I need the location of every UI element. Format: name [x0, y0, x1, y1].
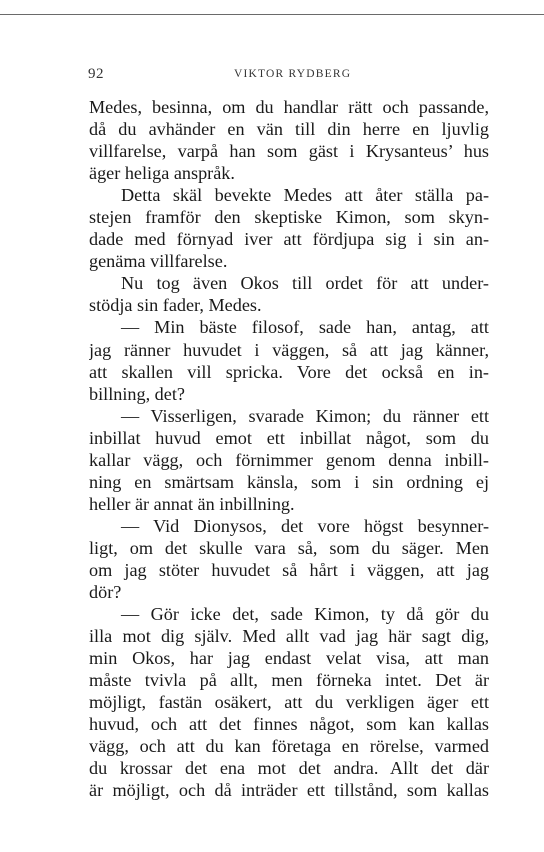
text-line: genäma villfarelse. [89, 251, 228, 272]
text-line: illa mot dig själv. Med allt vad jag här sagt dig, [89, 626, 489, 647]
text-line: om jag stöter huvudet så hårt i väggen, att jag [89, 559, 489, 580]
top-rule [0, 14, 544, 15]
text-line: inbillat huvud emot ett inbillat något, som du [89, 427, 489, 448]
text-line: kallar vägg, och förnimmer genom denna inbill- [89, 449, 489, 470]
text-line: heller är annat än inbillning. [89, 493, 295, 514]
text-line: jag ränner huvudet i väggen, så att jag känner, [89, 339, 489, 360]
text-line: du krossar det ena mot det andra. Allt det där [89, 758, 489, 779]
text-line: dör? [89, 582, 122, 603]
text-line: ligt, om det skulle vara så, som du säger. Men [89, 537, 489, 558]
text-line: billning, det? [89, 383, 185, 404]
text-line: dade med förnyad iver att fördjupa sig i sin an- [89, 229, 489, 250]
text-line: då du avhänder en vän till din herre en ljuvlig [89, 119, 489, 140]
text-line: möjligt, fastän osäkert, att du verkligen äger ett [89, 692, 489, 713]
text-line: stödja sin fader, Medes. [89, 295, 262, 316]
text-line: Medes, besinna, om du handlar rätt och passande, [89, 97, 489, 117]
body-text [89, 96, 489, 802]
text-line: äger heliga anspråk. [89, 163, 235, 184]
text-line: Nu tog även Okos till ordet för att under- [121, 273, 489, 294]
text-line: att skallen vill spricka. Vore det också en in- [89, 361, 489, 382]
text-line: huvud, och att det finnes något, som kan kallas [89, 714, 489, 735]
running-head: VIKTOR RYDBERG [234, 68, 352, 80]
text-line: Detta skäl bevekte Medes att åter ställa pa- [121, 185, 489, 206]
page-number: 92 [88, 66, 104, 82]
text-line: måste tvivla på allt, men förneka intet. Det är [89, 670, 489, 691]
page-header [88, 66, 488, 86]
text-line: ning en smärtsam känsla, som i sin ordning ej [89, 471, 489, 492]
text-line: min Okos, har jag endast velat visa, att man [89, 648, 489, 669]
text-line: är möjligt, och då inträder ett tillstånd, som kallas [89, 780, 489, 801]
text-line: — Gör icke det, sade Kimon, ty då gör du [121, 604, 489, 625]
text-line: vägg, och att du kan företaga en rörelse, varmed [89, 736, 489, 757]
text-line: — Vid Dionysos, det vore högst besynner- [121, 515, 489, 536]
text-line: stejen framför den skeptiske Kimon, som skyn- [89, 207, 489, 228]
text-line: villfarelse, varpå han som gäst i Krysanteus’ hus [89, 141, 489, 162]
text-line: — Visserligen, svarade Kimon; du ränner ett [121, 405, 489, 426]
text-line: — Min bäste filosof, sade han, antag, att [121, 317, 489, 338]
